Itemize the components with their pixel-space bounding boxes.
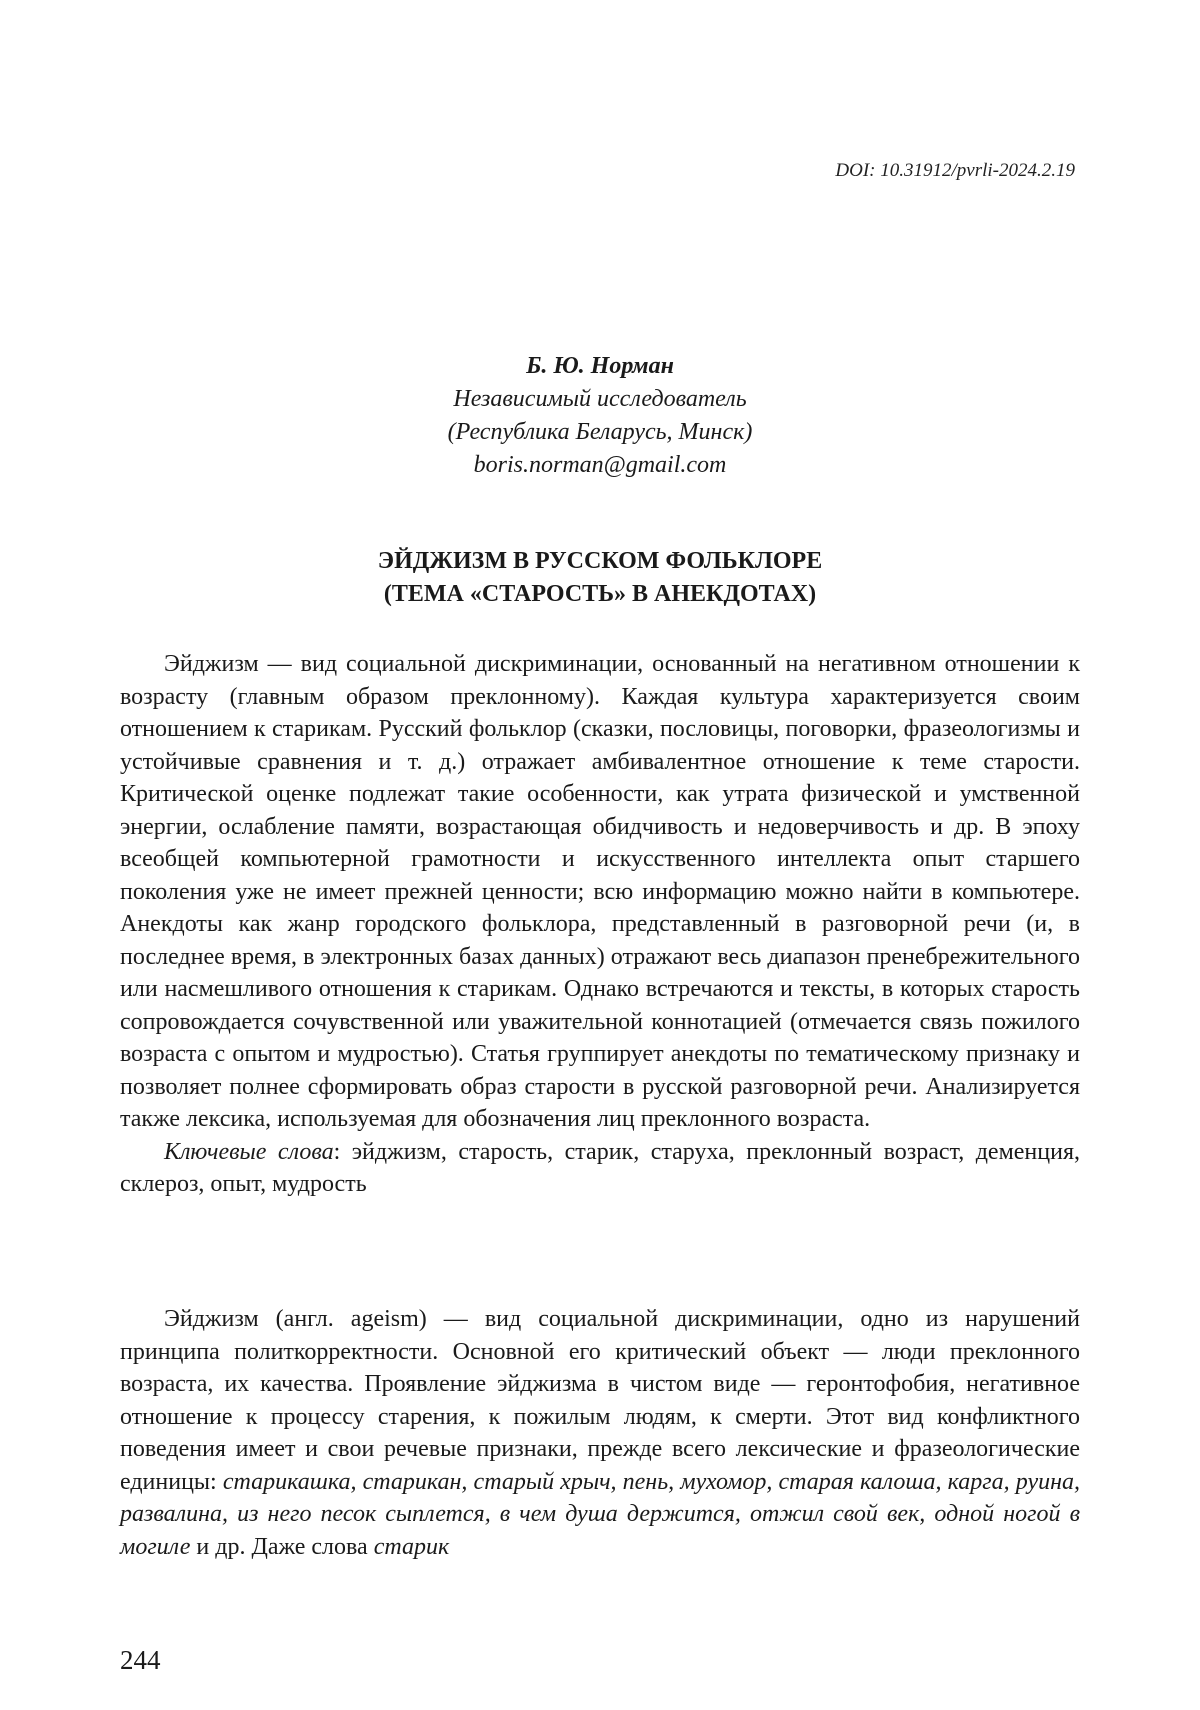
page-number: 244 bbox=[120, 1645, 161, 1675]
author-block bbox=[0, 350, 1200, 482]
author-name: Б. Ю. Норман bbox=[526, 353, 674, 379]
author-affiliation: Независимый исследователь bbox=[453, 386, 747, 412]
body-section bbox=[120, 1303, 1080, 1563]
title-line-1: ЭЙДЖИЗМ В РУССКОМ ФОЛЬКЛОРЕ bbox=[377, 548, 823, 574]
body-word-end: старик bbox=[373, 1533, 450, 1560]
body-examples: старикашка, старикан, старый хрыч, пень, мухомор, старая калоша, карга, руина, развалина, из него песок сыплется, в чем душа держится, отжил свой век, одной ногой в могиле bbox=[120, 1468, 1080, 1560]
keywords-paragraph bbox=[120, 1136, 1080, 1201]
doi-label: DOI: 10.31912/pvrli-2024.2.19 bbox=[835, 160, 1075, 181]
author-location: (Республика Беларусь, Минск) bbox=[447, 419, 753, 445]
abstract-paragraph: Эйджизм — вид социальной дискриминации, основанный на негативном отношении к возрасту (главным образом преклонному). Каждая культура характеризуется своим отношением к старикам. Русский фольклор (сказки, пословицы, поговорки, фразеологизмы и устойчивые сравнения и т. д.) отражает амбивалентное отношение к теме старости. Критической оценке подлежат такие особенности, как утрата физической и умственной энергии, ослабление памяти, возрастающая обидчивость и недоверчивость и др. В эпоху всеобщей компьютерной грамотности и искусственного интеллекта опыт старшего поколения уже не имеет прежней ценности; всю информацию можно найти в компьютере. Анекдоты как жанр городского фольклора, представленный в разговорной речи (и, в последнее время, в электронных базах данных) отражают весь диапазон пренебрежительного или насмешливого отношения к старикам. Однако встречаются и тексты, в которых старость сопровождается сочувственной или уважительной коннотацией (отмечается связь пожилого возраста с опытом и мудростью). Статья группирует анекдоты по тематическому признаку и позволяет полнее сформировать образ старости в русской разговорной речи. Анализируется также лексика, используемая для обозначения лиц преклонного возраста. bbox=[120, 651, 1080, 1132]
abstract-section bbox=[120, 648, 1080, 1201]
body-paragraph bbox=[120, 1303, 1080, 1563]
article-title bbox=[0, 545, 1200, 611]
keywords-text: : эйджизм, старость, старик, старуха, преклонный возраст, деменция, склероз, опыт, мудрость bbox=[120, 1138, 1080, 1197]
body-text-part-1: Эйджизм (англ. ageism) — вид социальной дискриминации, одно из нарушений принципа политкорректности. Основной его критический объект — люди преклонного возраста, их качества. Проявление эйджизма в чистом виде — геронтофобия, негативное отношение к процессу старения, к пожилым людям, к смерти. Этот вид конфликтного поведения имеет и свои речевые признаки, прежде всего лексические и фразеологические единицы: bbox=[120, 1306, 1080, 1495]
keywords-label: Ключевые слова bbox=[164, 1138, 334, 1165]
author-email[interactable]: boris.norman@gmail.com bbox=[473, 452, 727, 478]
body-text-part-2: и др. Даже слова bbox=[190, 1533, 374, 1560]
title-line-2: (ТЕМА «СТАРОСТЬ» В АНЕКДОТАХ) bbox=[383, 581, 817, 607]
